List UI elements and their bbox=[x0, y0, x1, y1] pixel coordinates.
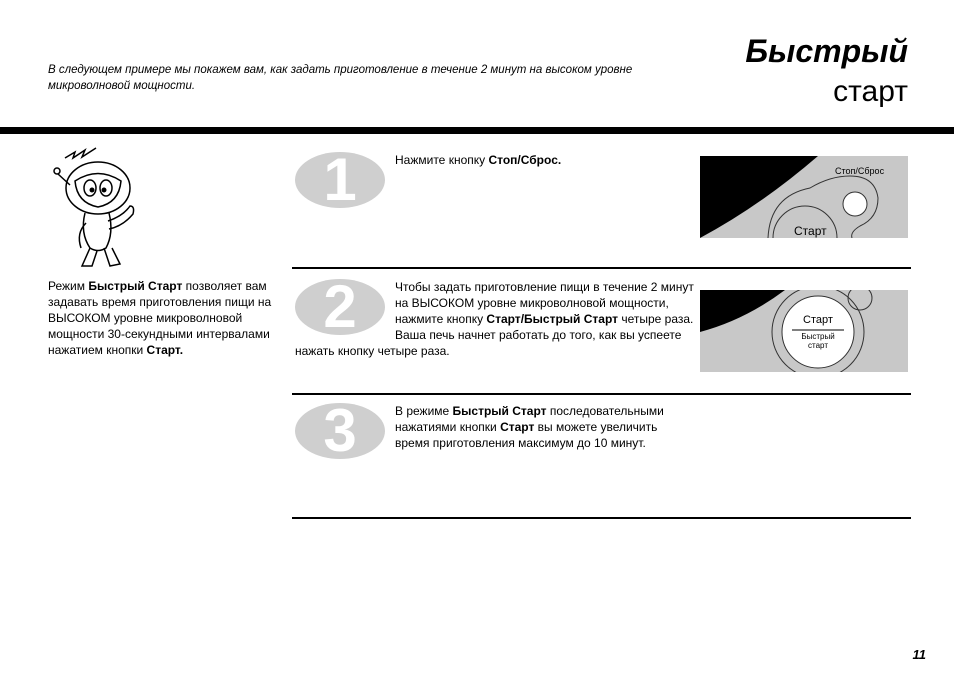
divider bbox=[292, 393, 911, 395]
text-bold: Быстрый Старт bbox=[88, 279, 183, 293]
step-number: 3 bbox=[323, 403, 357, 459]
start-label: Старт bbox=[794, 224, 827, 238]
quick-start-label bbox=[792, 332, 844, 350]
step-number-badge bbox=[295, 403, 385, 459]
step-2 bbox=[295, 279, 695, 359]
page-title: Быстрый bbox=[745, 33, 908, 69]
step-number-badge bbox=[295, 152, 385, 208]
text: Чтобы задать приготовление пищи в течение 2 минут на ВЫСОКОМ уровне микроволновой мощности, нажмите кнопку bbox=[395, 280, 694, 326]
divider bbox=[292, 517, 911, 519]
text: В режиме bbox=[395, 404, 453, 418]
mascot-illustration bbox=[40, 143, 155, 273]
step-number: 2 bbox=[323, 279, 357, 335]
stop-reset-label: Стоп/Сброс bbox=[835, 166, 885, 176]
step-number-badge bbox=[295, 279, 385, 335]
control-panel-stop bbox=[700, 156, 908, 238]
text: последовательными нажатиями кнопки bbox=[395, 404, 664, 434]
text-bold: Стоп/Сброс. bbox=[488, 153, 562, 167]
text: Режим bbox=[48, 279, 89, 293]
text-bold: Быстрый Старт bbox=[452, 404, 547, 418]
stop-reset-button[interactable] bbox=[843, 192, 867, 216]
text: Быстрый bbox=[801, 332, 835, 341]
text: старт bbox=[808, 341, 828, 350]
text: Ваша печь начнет работать до того, как вы успеете нажать кнопку четыре раза. bbox=[295, 328, 682, 358]
header-rule bbox=[0, 127, 954, 134]
page-number: 11 bbox=[912, 647, 926, 662]
step-number: 1 bbox=[323, 152, 357, 208]
divider bbox=[292, 267, 911, 269]
step-3 bbox=[295, 403, 695, 463]
start-label: Старт bbox=[803, 314, 833, 326]
text: позволяет вам задавать время приготовления пищи на ВЫСОКОМ уровне микроволновой мощности 30-секундными интервалами нажатием кнопки bbox=[48, 279, 272, 357]
text: четыре раза. bbox=[618, 312, 694, 326]
page-subtitle: старт bbox=[833, 75, 908, 108]
control-panel-start bbox=[700, 290, 908, 372]
text: Нажмите кнопку bbox=[395, 153, 489, 167]
step-1 bbox=[295, 152, 695, 212]
text: вы можете увеличить время приготовления максимум до 10 минут. bbox=[395, 420, 658, 450]
panel-drawing bbox=[700, 290, 908, 372]
text-bold: Старт bbox=[500, 420, 535, 434]
intro-text: В следующем примере мы покажем вам, как задать приготовление в течение 2 минут на высоком уровне микроволновой мощности. bbox=[48, 64, 633, 92]
quick-start-description bbox=[48, 278, 273, 358]
text-bold: Старт/Быстрый Старт bbox=[486, 312, 618, 326]
text-bold: Старт. bbox=[146, 343, 184, 357]
